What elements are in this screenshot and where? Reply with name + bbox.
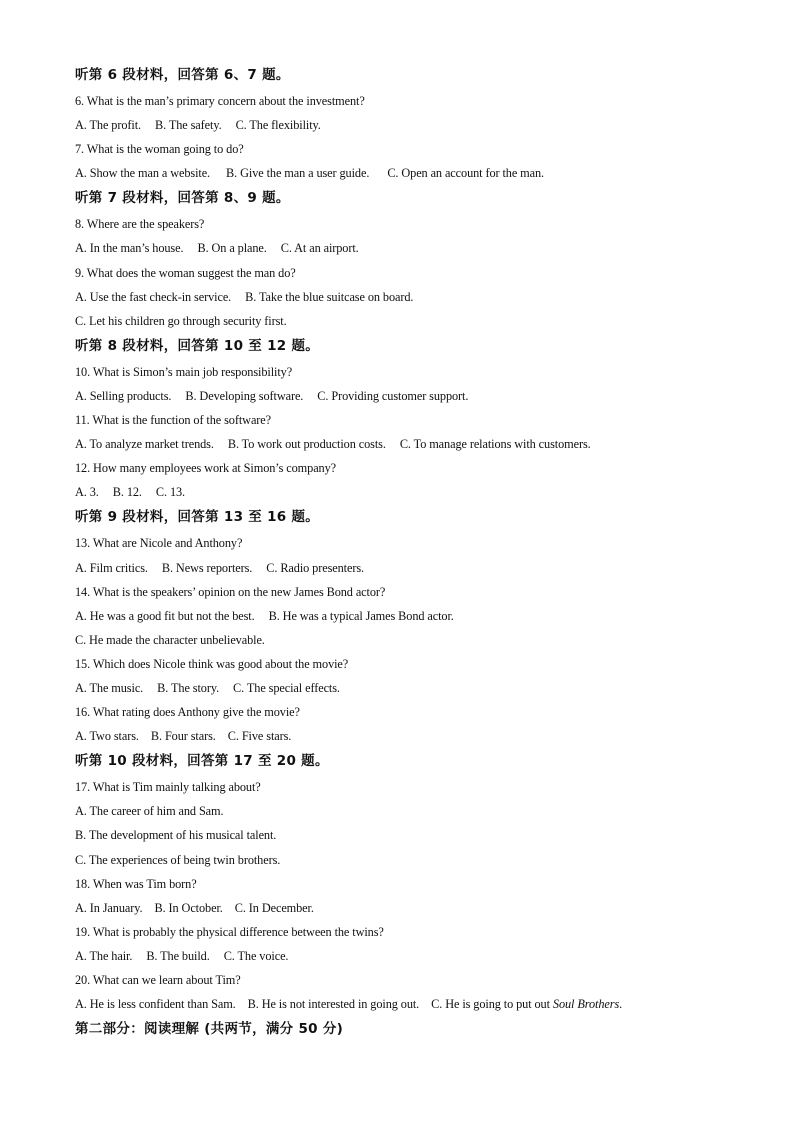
- option-c: C. 13.: [155, 485, 186, 500]
- option-c-suffix: .: [619, 997, 623, 1012]
- option-c-prefix: C. He is going to put out: [431, 997, 553, 1012]
- question-19-options: [75, 944, 735, 968]
- option-c: C. The experiences of being twin brothers.: [75, 852, 281, 867]
- part-two-heading: 第二部分：阅读理解 (共两节，满分 50 分): [75, 1021, 344, 1038]
- option-b: B. Four stars.: [150, 729, 216, 744]
- question-19: 19. What is probably the physical difference between the twins?: [75, 924, 384, 939]
- option-a: A. Film critics.: [75, 560, 148, 575]
- question-17-option-a-line: [75, 799, 735, 823]
- option-c: C. Open an account for the man.: [387, 166, 545, 181]
- question-13-options: [75, 556, 735, 580]
- question-16: 16. What rating does Anthony give the movie?: [75, 705, 300, 720]
- option-a: A. He was a good fit but not the best.: [75, 608, 255, 623]
- question-7: 7. What is the woman going to do?: [75, 142, 244, 157]
- option-b: B. 12.: [112, 485, 142, 500]
- section-heading: 听第 9 段材料，回答第 13 至 16 题。: [75, 509, 320, 526]
- option-b: B. He was a typical James Bond actor.: [268, 608, 454, 623]
- question-11: 11. What is the function of the software?: [75, 413, 272, 428]
- option-a: A. In January.: [75, 900, 143, 915]
- question-12: 12. How many employees work at Simon’s company?: [75, 461, 337, 476]
- question-9: 9. What does the woman suggest the man do?: [75, 265, 296, 280]
- option-c: C. To manage relations with customers.: [399, 437, 591, 452]
- option-a: A. Selling products.: [75, 388, 172, 403]
- option-a: A. He is less confident than Sam.: [75, 997, 236, 1012]
- question-8: 8. Where are the speakers?: [75, 217, 205, 232]
- option-a: A. To analyze market trends.: [75, 437, 214, 452]
- option-b: B. He is not interested in going out.: [247, 997, 420, 1012]
- question-9-option-c-line: [75, 309, 735, 333]
- question-9-options: [75, 285, 735, 309]
- option-a: A. Two stars.: [75, 729, 139, 744]
- exam-page: [75, 62, 735, 1043]
- question-17: 17. What is Tim mainly talking about?: [75, 780, 261, 795]
- option-c: C. Radio presenters.: [266, 560, 365, 575]
- question-20: 20. What can we learn about Tim?: [75, 973, 241, 987]
- question-15: 15. Which does Nicole think was good about the movie?: [75, 656, 349, 671]
- question-17-option-c-line: [75, 848, 735, 872]
- option-a: A. The music.: [75, 680, 144, 695]
- question-14-option-c-line: [75, 628, 735, 652]
- option-a: A. The hair.: [75, 948, 133, 963]
- question-10-options: [75, 384, 735, 408]
- option-c: C. The special effects.: [233, 680, 340, 695]
- option-a: A. The profit.: [75, 118, 141, 133]
- option-b: B. The story.: [157, 680, 220, 695]
- option-c: C. Providing customer support.: [317, 388, 469, 403]
- option-c: C. The flexibility.: [235, 118, 321, 133]
- question-6: 6. What is the man’s primary concern about the investment?: [75, 94, 365, 108]
- section-heading: 听第 7 段材料，回答第 8、9 题。: [75, 190, 290, 207]
- option-c: C. Let his children go through security first.: [75, 313, 287, 328]
- option-b: B. Take the blue suitcase on board.: [245, 289, 414, 304]
- section-heading: 听第 6 段材料，回答第 6、7 题。: [75, 67, 290, 83]
- option-b: B. To work out production costs.: [227, 437, 386, 452]
- option-a: A. The career of him and Sam.: [75, 804, 224, 819]
- option-c: C. In December.: [234, 900, 314, 915]
- question-16-options: [75, 724, 735, 748]
- option-b: B. Developing software.: [185, 388, 304, 403]
- option-c: C. Five stars.: [227, 729, 292, 744]
- question-14-options: [75, 604, 735, 628]
- option-b: B. The build.: [146, 948, 210, 963]
- question-10: 10. What is Simon’s main job responsibility?: [75, 364, 293, 379]
- section-heading: 听第 10 段材料，回答第 17 至 20 题。: [75, 753, 329, 770]
- question-18: 18. When was Tim born?: [75, 876, 197, 891]
- question-6-options: [75, 113, 735, 137]
- option-a: A. Use the fast check-in service.: [75, 289, 232, 304]
- question-12-options: [75, 480, 735, 504]
- option-b: B. The development of his musical talent.: [75, 828, 277, 843]
- question-7-options: [75, 161, 735, 185]
- option-b: B. News reporters.: [161, 560, 253, 575]
- album-title: Soul Brothers: [552, 997, 620, 1012]
- option-b: B. On a plane.: [197, 241, 267, 256]
- option-b: B. Give the man a user guide.: [226, 166, 370, 181]
- question-8-options: [75, 236, 735, 260]
- option-c: C. He made the character unbelievable.: [75, 632, 265, 647]
- question-14: 14. What is the speakers’ opinion on the new James Bond actor?: [75, 584, 386, 599]
- option-a: A. Show the man a website.: [75, 166, 211, 181]
- option-c: [431, 997, 622, 1011]
- option-a: A. 3.: [75, 485, 99, 500]
- option-a: A. In the man’s house.: [75, 241, 184, 256]
- question-18-options: [75, 896, 735, 920]
- question-17-option-b-line: [75, 823, 735, 847]
- option-b: B. In October.: [154, 900, 223, 915]
- section-heading: 听第 8 段材料，回答第 10 至 12 题。: [75, 337, 320, 354]
- option-b: B. The safety.: [155, 118, 222, 133]
- option-c: C. The voice.: [223, 948, 289, 963]
- question-13: 13. What are Nicole and Anthony?: [75, 536, 243, 551]
- option-c: C. At an airport.: [280, 241, 359, 256]
- question-20-options: [75, 992, 735, 1016]
- question-11-options: [75, 432, 735, 456]
- question-15-options: [75, 676, 735, 700]
